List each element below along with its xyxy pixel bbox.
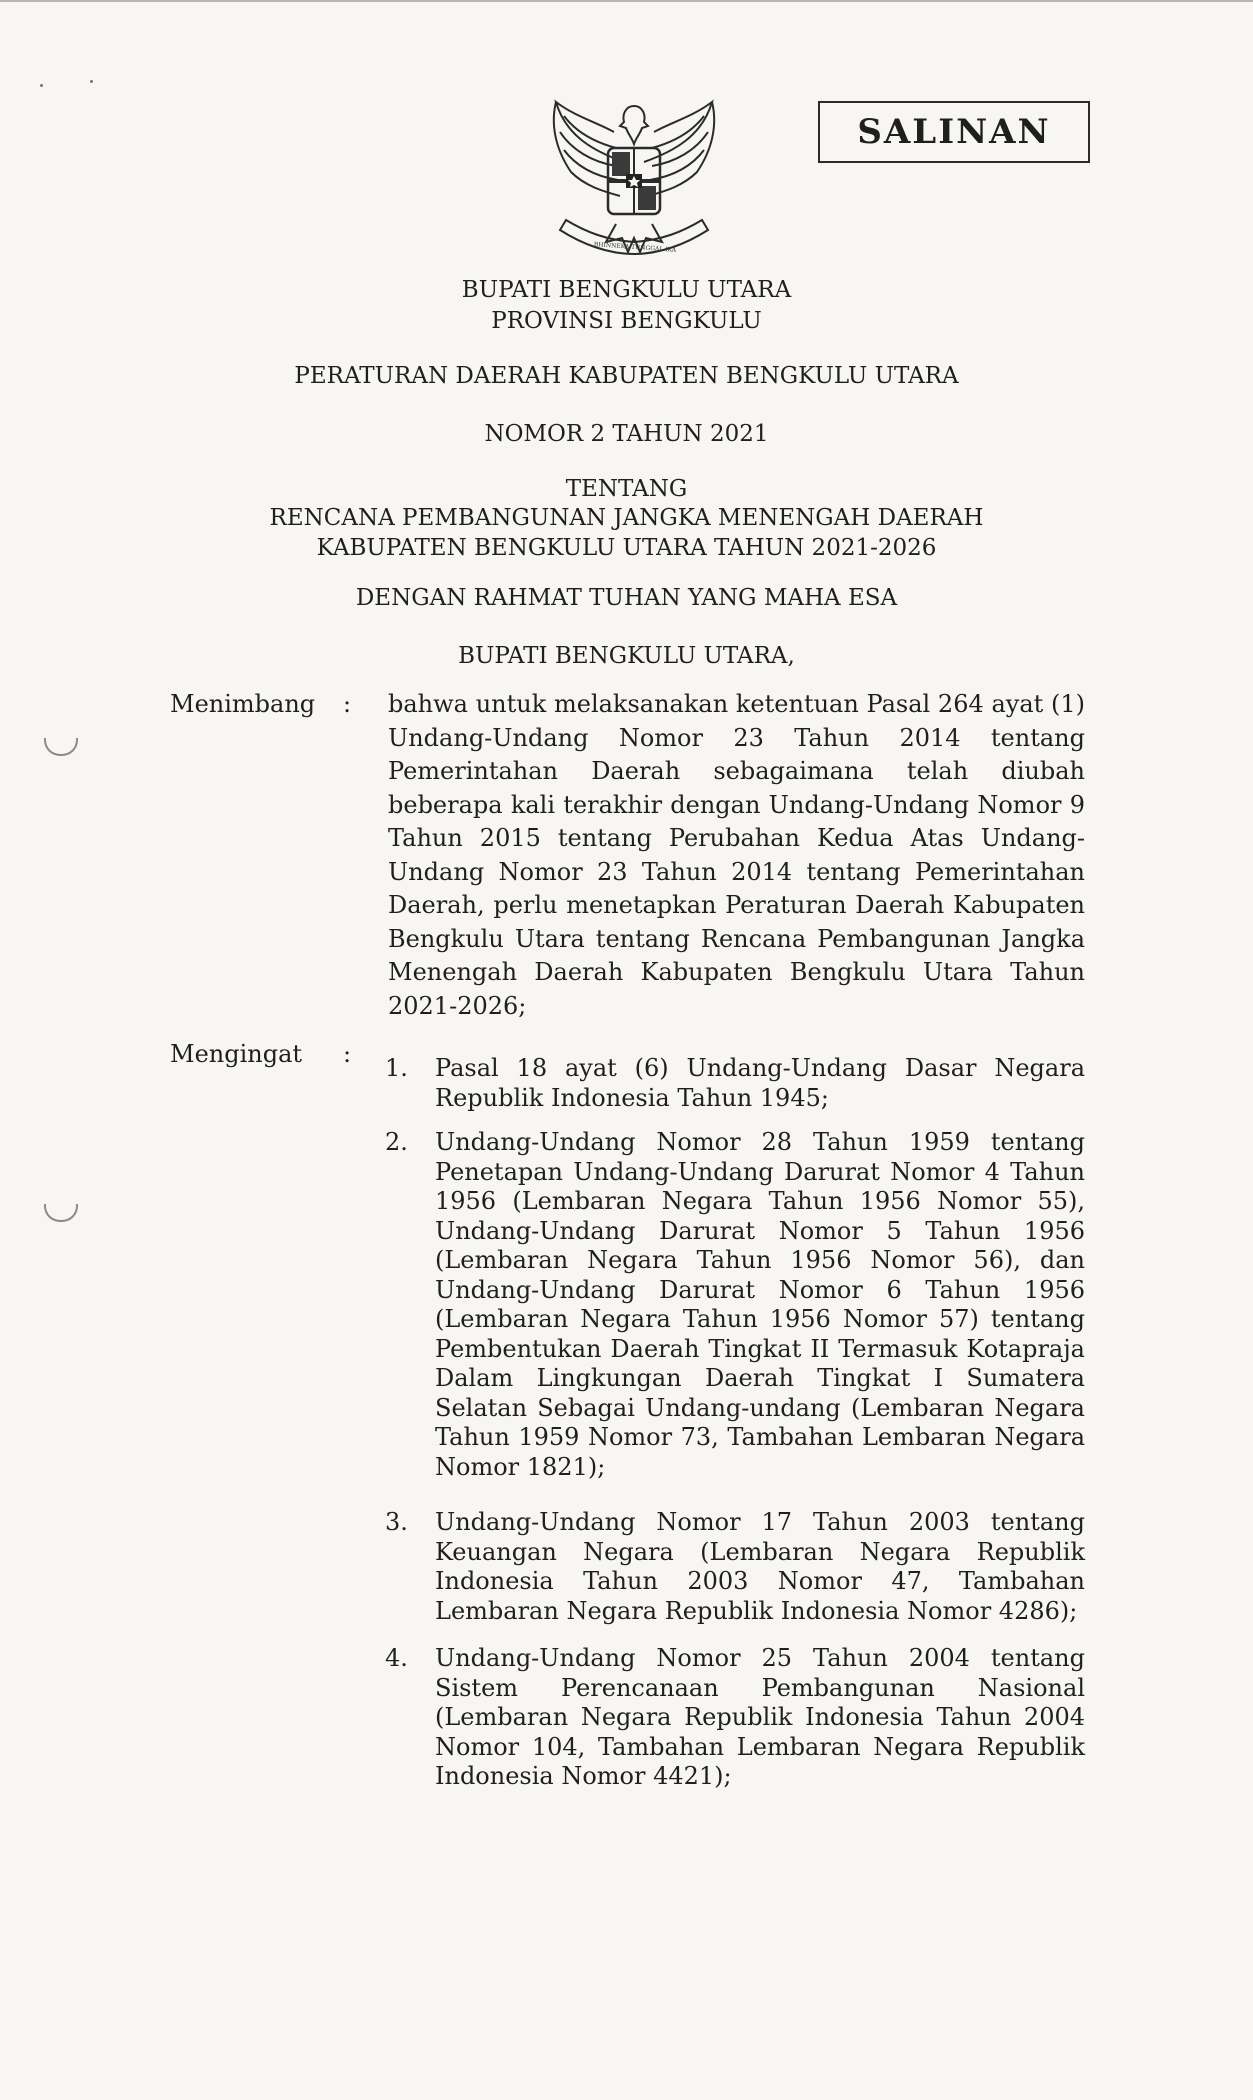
scan-speck bbox=[90, 80, 93, 83]
regulation-subject-line2: KABUPATEN BENGKULU UTARA TAHUN 2021-2026 bbox=[316, 535, 937, 561]
regulation-title: PERATURAN DAERAH KABUPATEN BENGKULU UTARA bbox=[294, 363, 959, 389]
list-item-number: 2. bbox=[385, 1128, 408, 1156]
menimbang-label: Menimbang bbox=[170, 690, 316, 718]
list-item-number: 1. bbox=[385, 1054, 408, 1082]
issuer-line: BUPATI BENGKULU UTARA, bbox=[458, 643, 795, 669]
list-item-number: 3. bbox=[385, 1508, 408, 1536]
mengingat-label: Mengingat bbox=[170, 1040, 303, 1068]
mengingat-colon: : bbox=[343, 1040, 352, 1068]
header-line1: BUPATI BENGKULU UTARA bbox=[461, 277, 792, 303]
list-item-text: Undang-Undang Nomor 17 Tahun 2003 tentang Keuangan Negara (Lembaran Negara Republik Indonesia Tahun 2003 Nomor 47, Tambahan Lembaran Negara Republik Indonesia Nomor 4286); bbox=[435, 1508, 1085, 1625]
salinan-stamp: SALINAN bbox=[818, 101, 1090, 163]
list-item-text: Undang-Undang Nomor 28 Tahun 1959 tentang Penetapan Undang-Undang Darurat Nomor 4 Tahun 1956 (Lembaran Negara Tahun 1956 Nomor 55), Undang-Undang Darurat Nomor 5 Tahun 1956 (Lembaran Negara Tahun 1956 Nomor 56), dan Undang-Undang Darurat Nomor 6 Tahun 1956 (Lembaran Negara Tahun 1956 Nomor 57) tentang Pembentukan Daerah Tingkat II Termasuk Kotapraja Dalam Lingkungan Daerah Tingkat I Sumatera Selatan Sebagai Undang-undang (Lembaran Negara Tahun 1959 Nomor 73, Tambahan Lembaran Negara Nomor 1821); bbox=[435, 1128, 1085, 1481]
scan-speck bbox=[40, 84, 43, 87]
punch-hole-mark bbox=[44, 738, 78, 756]
list-item-text: Pasal 18 ayat (6) Undang-Undang Dasar Negara Republik Indonesia Tahun 1945; bbox=[435, 1054, 1085, 1112]
list-item-number: 4. bbox=[385, 1644, 408, 1672]
scan-edge-line bbox=[0, 0, 1253, 2]
regulation-subject-line1: RENCANA PEMBANGUNAN JANGKA MENENGAH DAERAH bbox=[269, 505, 984, 531]
punch-hole-mark bbox=[44, 1204, 78, 1222]
about-label: TENTANG bbox=[565, 476, 688, 502]
header-line2: PROVINSI BENGKULU bbox=[491, 308, 762, 334]
emblem-motto: BHINNEKA TUNGGAL IKA bbox=[593, 241, 677, 254]
regulation-number: NOMOR 2 TAHUN 2021 bbox=[484, 421, 769, 447]
menimbang-text: bahwa untuk melaksanakan ketentuan Pasal 264 ayat (1) Undang-Undang Nomor 23 Tahun 2014 tentang Pemerintahan Daerah sebagaimana telah diubah beberapa kali terakhir dengan Undang-Undang Nomor 9 Tahun 2015 tentang Perubahan Kedua Atas Undang-Undang Nomor 23 Tahun 2014 tentang Pemerintahan Daerah, perlu menetapkan Peraturan Daerah Kabupaten Bengkulu Utara tentang Rencana Pembangunan Jangka Menengah Daerah Kabupaten Bengkulu Utara Tahun 2021-2026; bbox=[388, 690, 1085, 1020]
menimbang-colon: : bbox=[343, 690, 352, 718]
list-item-text: Undang-Undang Nomor 25 Tahun 2004 tentang Sistem Perencanaan Pembangunan Nasional (Lembaran Negara Republik Indonesia Tahun 2004 Nomor 104, Tambahan Lembaran Negara Republik Indonesia Nomor 4421); bbox=[435, 1644, 1085, 1790]
blessing-line: DENGAN RAHMAT TUHAN YANG MAHA ESA bbox=[355, 585, 898, 611]
